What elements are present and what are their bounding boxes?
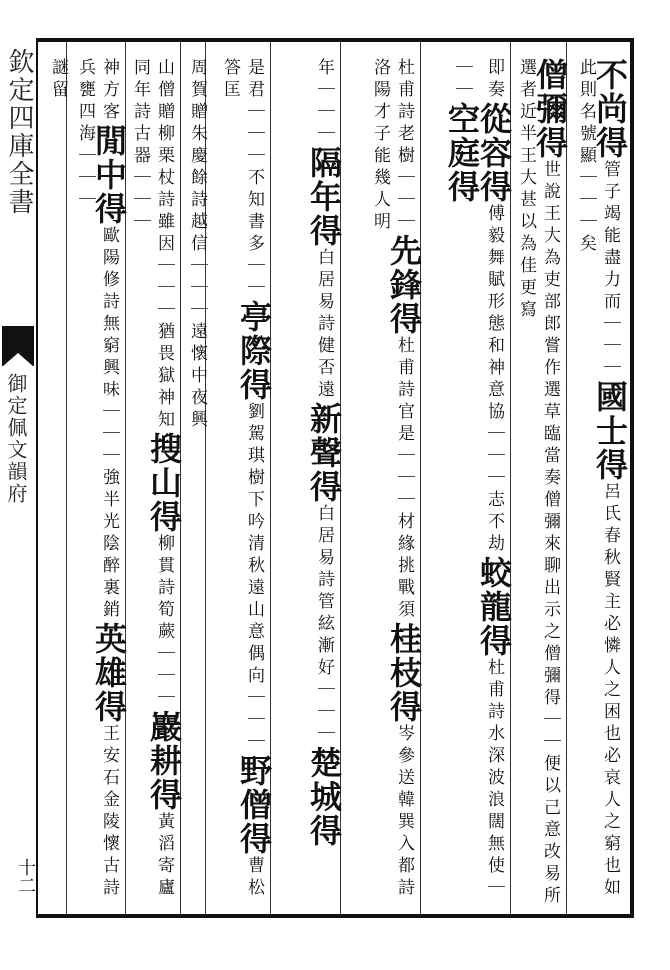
- text-column-9: [66, 42, 128, 914]
- annotation: 即奏: [484, 58, 504, 102]
- annotation: 黃滔寄廬同年詩古器｜｜｜: [130, 58, 174, 900]
- headword: 隔年得: [305, 146, 343, 248]
- text-column-2: [510, 42, 569, 914]
- headword: 國士得: [591, 380, 629, 482]
- text-column-10: [42, 42, 66, 914]
- annotation: 年｜｜｜: [314, 58, 334, 146]
- annotation: 呂氏春秋賢主必憐人之困也必哀人之窮也如此則名號顯｜｜｜矣: [576, 58, 620, 900]
- headword: 閒中得: [90, 124, 128, 226]
- annotation: 王安石金陵懷古詩兵甕四海｜｜｜: [75, 58, 119, 900]
- headword: 巖耕得: [145, 710, 183, 812]
- annotation: 傅毅舞賦形態和神意協｜｜｜志不劫: [484, 204, 504, 556]
- headword: 新聲得: [305, 402, 343, 504]
- annotation: 劉駕琪樹下吟清秋遠山意偶向｜｜｜: [244, 402, 264, 754]
- annotation: 歐陽修詩無窮興味｜｜｜強半光陰醉裏銷: [99, 226, 119, 622]
- annotation: 白居易詩管絃漸好｜｜｜: [314, 504, 334, 746]
- text-column-1: [566, 42, 629, 914]
- fishtail-mark-icon: [2, 326, 34, 366]
- headword: 不尚得: [591, 58, 629, 160]
- annotation: 白居易詩健否遠: [314, 248, 334, 402]
- headword: 蛟龍得: [475, 556, 513, 658]
- headword: 楚城得: [305, 746, 343, 848]
- annotation: 杜甫詩水深波浪闊無使｜｜｜: [452, 58, 504, 900]
- annotation: 杜甫詩官是｜｜｜材緣挑戰須: [394, 336, 414, 622]
- margin-page-number: 十二: [15, 858, 36, 894]
- annotation: 周賀贈朱慶餘詩越信｜｜｜遠懷中夜興: [187, 58, 207, 432]
- text-column-7: [180, 42, 205, 914]
- annotation: 管子竭能盡力而｜｜｜: [600, 160, 620, 380]
- headword: 野僧得: [235, 754, 273, 856]
- headword: 搜山得: [145, 432, 183, 534]
- headword: 從容得: [475, 102, 513, 204]
- text-column-6: [205, 42, 273, 914]
- annotation: 山僧贈柳栗杖詩雖因｜｜｜猶畏獄神知: [154, 58, 174, 432]
- text-column-4: [340, 42, 423, 914]
- annotation: 柳貫詩筍蕨｜｜｜: [154, 534, 174, 710]
- headword: 桂枝得: [385, 622, 423, 724]
- annotation: 岑參送韓巽入都詩洛陽才子能幾人明: [370, 58, 414, 900]
- headword: 空庭得: [443, 102, 481, 204]
- headword: 先鋒得: [385, 234, 423, 336]
- annotation: 神方客: [99, 58, 119, 124]
- text-column-8: [125, 42, 183, 914]
- margin-title: 欽定四庫全書: [4, 48, 34, 216]
- annotation: 世說王大為吏部郎嘗作選草臨當奏僧彌來聊出示之僧彌得｜｜便以己意改易所選者近半王大甚以為佳更寫: [516, 58, 560, 908]
- headword: 亭際得: [235, 300, 273, 402]
- headword: 英雄得: [90, 622, 128, 724]
- annotation: 杜甫詩老樹｜｜｜: [394, 58, 414, 234]
- annotation: 謎留: [48, 58, 68, 102]
- margin-book-title: 御定佩文韻府: [4, 373, 28, 505]
- page-margin-column: [0, 38, 38, 918]
- annotation: 曹松答匡: [220, 58, 264, 900]
- text-column-5: [270, 42, 343, 914]
- headword: 僧彌得: [531, 58, 569, 160]
- annotation: 是君｜｜｜不知書多｜｜: [244, 58, 264, 300]
- text-column-3: [420, 42, 513, 914]
